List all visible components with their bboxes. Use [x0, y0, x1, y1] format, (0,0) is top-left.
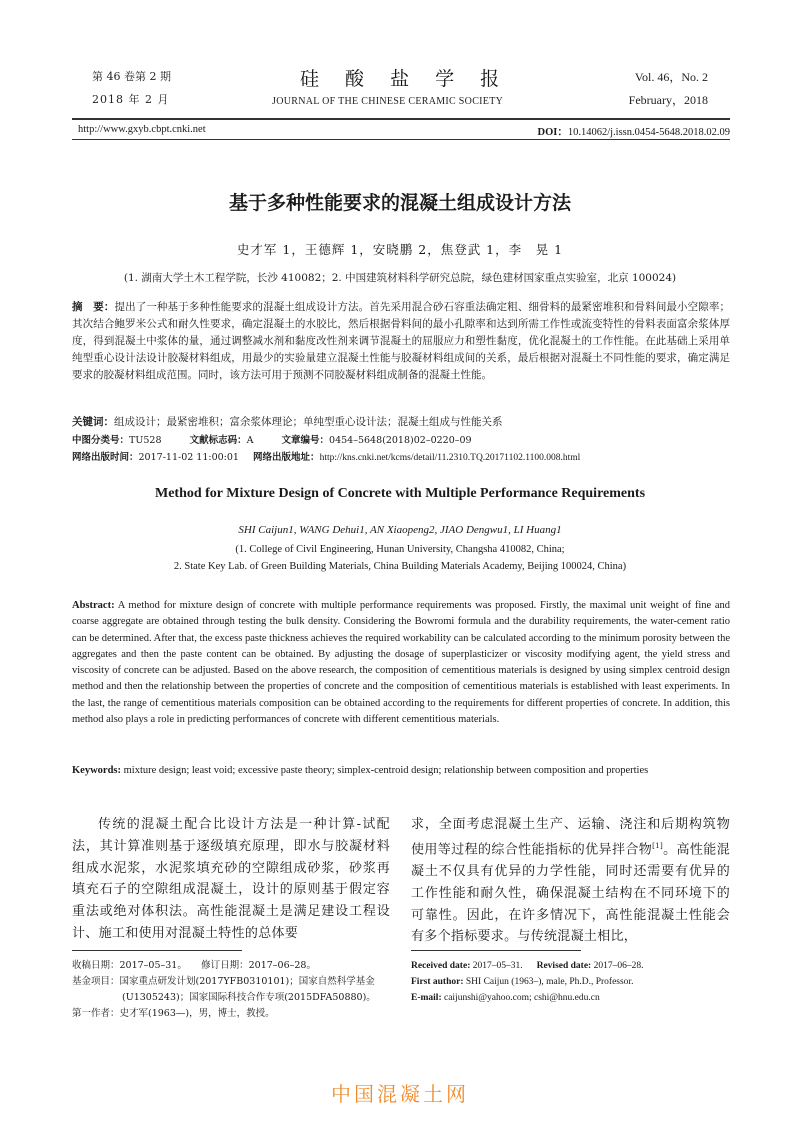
paper-title-en: Method for Mixture Design of Concrete with Multiple Performance Requirements — [154, 486, 646, 501]
email-en-value[interactable]: caijunshi@yahoo.com; cshi@hnu.edu.cn — [443, 993, 600, 1003]
fund-cn-1: 基金项目：国家重点研发计划(2017YFB0310101)；国家自然科学基金 — [72, 976, 375, 987]
email-en-label: E-mail: — [411, 993, 442, 1003]
doi-line — [537, 124, 730, 139]
footnote-cn — [72, 958, 402, 1022]
header-rule — [72, 118, 730, 120]
authors-en: SHI Caijun1, WANG Dehui1, AN Xiaopeng2, JIAO Dengwu1, LI Huang1 — [238, 524, 562, 536]
keywords-en-text: mixture design; least void; excessive paste theory; simplex-centroid design; relationship between composition and properties — [123, 765, 649, 776]
abstract-en-label: Abstract: — [72, 600, 115, 611]
abstract-cn — [72, 299, 730, 384]
journal-url[interactable]: http://www.gxyb.cbpt.cnki.net — [78, 124, 206, 135]
affiliation-en-2: 2. State Key Lab. of Green Building Materials, China Building Materials Academy, Beijing 100024, China) — [173, 561, 627, 572]
body-right-part-a: 求，全面考虑混凝土生产、运输、浇注和后期构筑物使用等过程的综合性能指标的优异拌合物 — [411, 817, 730, 858]
body-right-part-b: 。高性能混凝土不仅具有优异的力学性能，同时还需要有优异的工作性能和耐久性，确保混凝土结构在不同环境下的可靠性。因此，在许多情况下，高性能混凝土性能会有多个指标要求。与传统混凝土相比， — [411, 842, 730, 945]
abstract-cn-text: 提出了一种基于多种性能要求的混凝土组成设计方法。首先采用混合砂石容重法确定粗、细骨料的最紧密堆积和骨料间最小空隙率；其次结合鲍罗米公式和耐久性要求，确定混凝土的水胶比，然后根据骨料间的最小孔隙率和达到所需工作性或流变特性的骨料表面富余浆体厚度，得到混凝土中浆体的量，通过调整减水剂和黏度改性剂来调节混凝土的屈服应力和塑性黏度，优化混凝土的工作性能。在此基础上采用单纯型重心设计法设计胶凝材料组成，用最少的实验量建立混凝土性能与胶凝材料组成间的关系，最后根据对混凝土不同性能的要求，确定满足要求的胶凝材料组成范围。同时，该方法可用于预测不同胶凝材料组成制备的混凝土性能。 — [72, 301, 731, 381]
date-cn: 2018 年 2 月 — [92, 93, 170, 106]
body-column-left: 传统的混凝土配合比设计方法是一种计算-试配法，其计算准则基于逐级填充原理，即水与胶凝材料组成水泥浆，水泥浆填充砂的空隙组成砂浆，砂浆再填充石子的空隙组成混凝土，设计的原则基于假定容重法或绝对体积法。高性能混凝土是满足建设工程设计、施工和使用对混凝土特性的总体要 — [72, 817, 390, 941]
keywords-en-label: Keywords: — [72, 765, 121, 776]
keywords-en — [72, 763, 730, 779]
received-en: 2017–05–31. — [472, 961, 523, 971]
paper-title-cn: 基于多种性能要求的混凝土组成设计方法 — [228, 192, 571, 214]
keywords-cn-label: 关键词： — [72, 416, 114, 428]
online-line — [72, 449, 752, 463]
doi-label: DOI： — [537, 127, 568, 138]
classification-line — [72, 432, 752, 446]
volume-cn: 第 46 卷第 2 期 — [92, 70, 171, 83]
online-url[interactable]: http://kns.cnki.net/kcms/detail/11.2310.TQ.20171102.1100.008.html — [319, 453, 581, 463]
abstract-en-text: A method for mixture design of concrete with multiple performance requirements was proposed. Firstly, the maximal unit weight of fine and coarse aggregate are obtained through testing the bulk density. Considering the Bowromi formula and the durability requirements, the water-cement ratio can be determined. After that, the excess paste thickness achieves the required workability can be calculated according to the minimum porosity between the aggregates and then the paste content can be obtained. By adjusting the dosage of superplasticizer or viscosity modifying agent, the yield stress and viscosity of concrete can be adjusted. Based on the above research, the composition of cementitious materials is designed by using simplex centroid design method and then the relationship between the properties of concrete and the composition of cementitious materials is established with least experiments. In the last, the range of cementitious materials composition can be obtained according to the requirements for different properties of concrete. In addition, this method also plays a role in predicting performances of concrete with different cementitious materials. — [72, 600, 731, 726]
fund-cn-2: (U1305243)；国家国际科技合作专项(2015DFA50880)。 — [122, 992, 376, 1003]
affiliation-en-1: (1. College of Civil Engineering, Hunan University, Changsha 410082, China; — [235, 544, 565, 555]
footnote-rule-left — [72, 950, 242, 951]
abstract-cn-label: 摘 要： — [72, 301, 115, 313]
clc-label: 中图分类号： — [72, 435, 130, 446]
header-rule-2 — [72, 139, 730, 140]
keywords-cn-text: 组成设计；最紧密堆积；富余浆体理论；单纯型重心设计法；混凝土组成与性能关系 — [114, 416, 503, 428]
online-time-value: 2017-11-02 11:00:01 — [138, 452, 239, 463]
site-watermark: 中国混凝土网 — [331, 1082, 469, 1106]
affiliations-cn: (1. 湖南大学土木工程学院，长沙 410082；2. 中国建筑材料科学研究总院，绿色建材国家重点实验室，北京 100024) — [123, 272, 677, 284]
first-author-en-label: First author: — [411, 977, 464, 987]
article-no-value: 0454–5648(2018)02–0220–09 — [329, 435, 472, 446]
date-en: February，2018 — [628, 93, 708, 107]
first-author-en — [411, 974, 731, 990]
received-en-label: Received date: — [411, 961, 471, 971]
journal-title-cn: 硅 酸 盐 学 报 — [300, 68, 510, 90]
keywords-cn — [72, 414, 730, 429]
article-no-label: 文章编号： — [281, 435, 330, 446]
email-en — [411, 990, 731, 1006]
online-url-label: 网络出版地址： — [253, 452, 320, 463]
footnote-en — [411, 958, 731, 1006]
first-author-en-value: SHI Caijun (1963–), male, Ph.D., Professor. — [465, 977, 634, 987]
doi-value[interactable]: 10.14062/j.issn.0454-5648.2018.02.09 — [567, 127, 730, 138]
doc-code-label: 文献标志码： — [189, 435, 247, 446]
revised-en: 2017–06–28. — [593, 961, 644, 971]
clc-value: TU528 — [129, 435, 162, 446]
footnote-rule-right — [411, 950, 581, 951]
first-author-cn: 第一作者：史才军(1963—)，男，博士，教授。 — [72, 1008, 275, 1019]
online-time-label: 网络出版时间： — [72, 452, 139, 463]
dates-en — [411, 958, 731, 974]
affiliations-en — [0, 541, 800, 575]
revised-en-label: Revised date: — [536, 961, 592, 971]
doc-code-value: A — [246, 435, 254, 446]
citation-ref[interactable]: [1] — [652, 841, 663, 850]
abstract-en — [72, 598, 730, 728]
volume-en: Vol. 46，No. 2 — [634, 70, 708, 84]
authors-cn: 史才军 1，王德辉 1，安晓鹏 2，焦登武 1，李 晃 1 — [236, 242, 564, 257]
received-cn: 收稿日期：2017–05–31。 修订日期：2017–06–28。 — [72, 960, 316, 971]
journal-title-en: JOURNAL OF THE CHINESE CERAMIC SOCIETY — [272, 96, 504, 107]
body-column-right — [411, 814, 730, 948]
